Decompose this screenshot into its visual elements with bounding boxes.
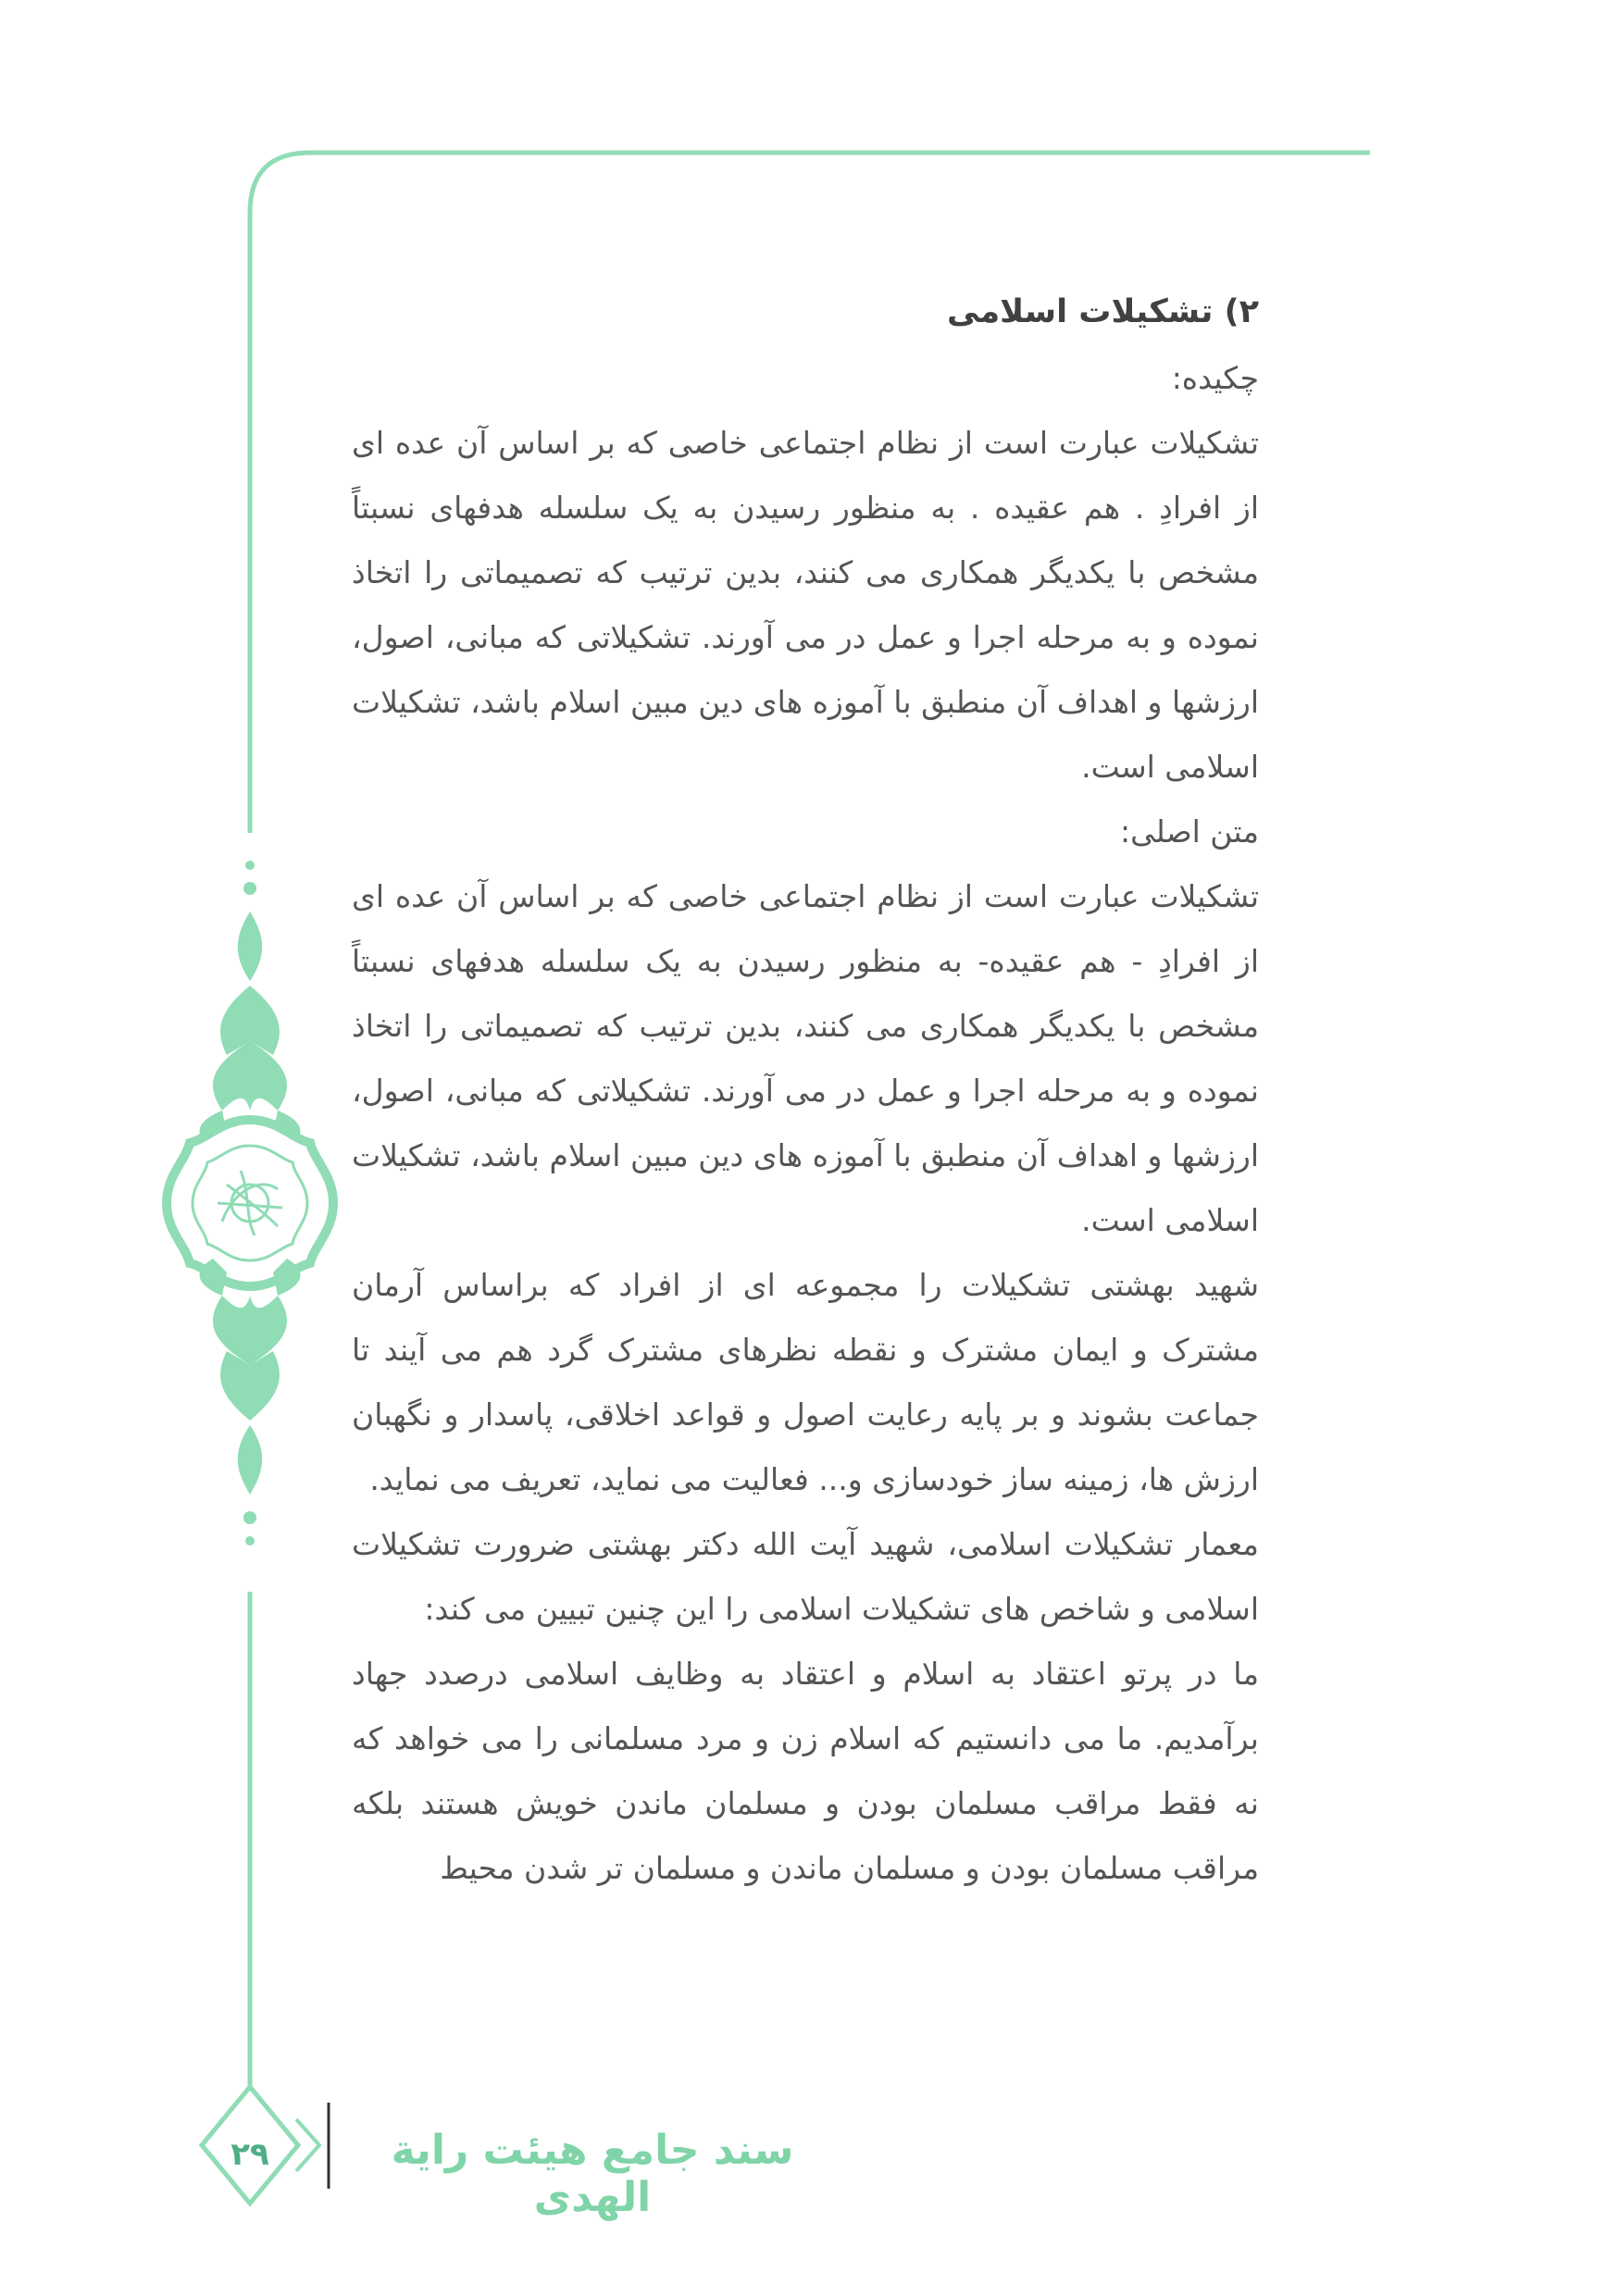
- ornament-medallion: [167, 1120, 333, 1286]
- architect-paragraph: معمار تشکیلات اسلامی، شهید آیت الله دکتر بهشتی ضرورت تشکیلات اسلامی و شاخص های تشکیلات اسلامی را این چنین تبیین می کند:: [352, 1526, 1259, 1627]
- main-text-label: متن اصلی:: [1120, 813, 1259, 850]
- footer-title: سند جامع هیئت رایة الهدی: [391, 2127, 794, 2221]
- section-heading: ۲) تشکیلات اسلامی: [947, 293, 1259, 330]
- beheshti-definition-paragraph: شهید بهشتی تشکیلات را مجموعه ای از افراد که براساس آرمان مشترک و ایمان مشترک و نقطه نظرهای مشترک گرد هم می آیند تا جماعت بشوند و بر پایه رعایت اصول و قواعد اخلاقی، پاسدار و نگهبان ارزش ها، زمینه ساز خودسازی و... فعالیت می نماید، تعریف می نماید.: [352, 1267, 1259, 1497]
- jihad-paragraph: ما در پرتو اعتقاد به اسلام و اعتقاد به وظایف اسلامی درصدد جهاد برآمدیم. ما می دانستیم که اسلام زن و مرد مسلمانی را می خواهد که نه فقط مراقب مسلمان بودن و مسلمان ماندن خویش هستند بلکه مراقب مسلمان بودن و مسلمان ماندن و مسلمان تر شدن محیط: [352, 1656, 1259, 1886]
- ornament-bottom: [200, 1259, 301, 1495]
- page-number: ۲۹: [230, 2136, 269, 2173]
- ornament-top: [200, 912, 301, 1148]
- abstract-label: چکیده:: [1171, 360, 1259, 396]
- main-text-paragraph: تشکیلات عبارت است از نظام اجتماعی خاصی که بر اساس آن عده ای از افرادِ - هم عقیده- به منظور رسیدن به یک سلسله هدفهای نسبتاً مشخص با یکدیگر همکاری می کنند، بدین ترتیب که تصمیماتی را اتخاذ نموده و به مرحله اجرا و عمل در می آورند. تشکیلاتی که مبانی، اصول، ارزشها و اهداف آن منطبق با آموزه های دین مبین اسلام باشد، تشکیلات اسلامی است.: [352, 878, 1259, 1238]
- main-content: [352, 278, 1259, 1901]
- abstract-paragraph: تشکیلات عبارت است از نظام اجتماعی خاصی که بر اساس آن عده ای از افرادِ . هم عقیده . به منظور رسیدن به یک سلسله هدفهای نسبتاً مشخص با یکدیگر همکاری می کنند، بدین ترتیب که تصمیماتی را اتخاذ نموده و به مرحله اجرا و عمل در می آورند. تشکیلاتی که مبانی، اصول، ارزشها و اهداف آن منطبق با آموزه های دین مبین اسلام باشد، تشکیلات اسلامی است.: [352, 425, 1259, 785]
